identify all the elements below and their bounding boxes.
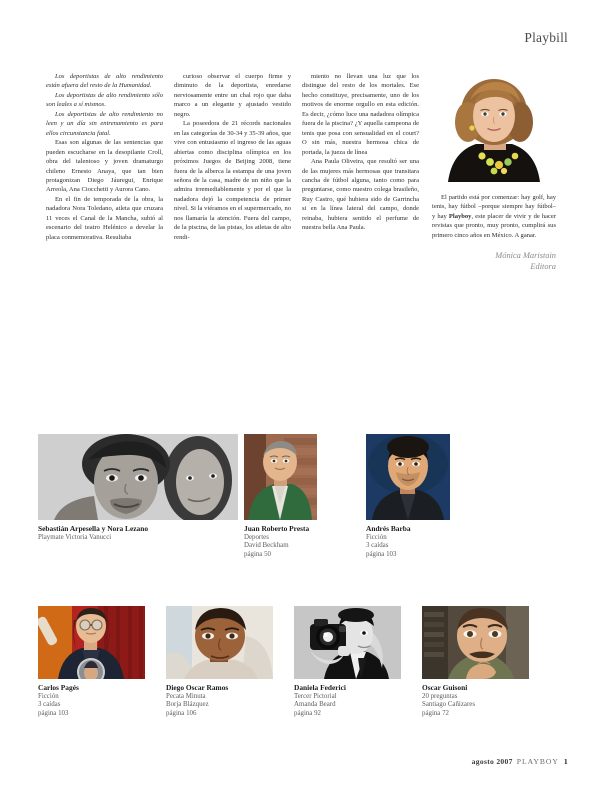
contributor-line: 3 caídas — [366, 542, 389, 550]
contributor-name: Sebastián Arpesella y Nora Lezano — [38, 524, 149, 533]
contributor-caption — [422, 684, 550, 718]
editor-portrait-image — [432, 70, 556, 182]
contributor-name: Andrés Barba — [366, 524, 411, 533]
contributor-photo-sebastian-arpesella-nora-lezano — [38, 434, 238, 520]
editorial-paragraph: En el fin de temporada de la obra, la nadadora Nora Toledano, atleta que cruzara 11 veces el Canal de la Mancha, subió al escenario del teatro Helénico a develar la placa conmemorativa. Resultaba — [46, 195, 163, 241]
contributor-card[interactable] — [166, 606, 294, 718]
contributor-page: página 106 — [166, 709, 197, 717]
editorial-paragraph: Los deportistas de alto rendimiento sólo son leales a sí mismos. — [46, 91, 163, 109]
contributor-line: Pecata Minuta — [166, 692, 206, 700]
editor-signature-role: Editora — [530, 261, 556, 271]
contributor-name: Oscar Guisoni — [422, 683, 468, 692]
contributor-photo-daniela-federici — [294, 606, 401, 679]
contributor-photo-diego-oscar-ramos — [166, 606, 273, 679]
contributor-line: Amanda Beard — [294, 701, 336, 709]
contributor-line: Santiago Cañizares — [422, 701, 476, 709]
contributor-line: 20 preguntas — [422, 692, 458, 700]
contributor-name: Daniela Federici — [294, 683, 346, 692]
contributor-page: página 92 — [294, 709, 321, 717]
footer-page-number: 1 — [563, 757, 568, 766]
editorial-paragraph: La poseedora de 21 récords nacionales en las categorías de 30-34 y 35-39 años, que vive con entusiasmo el ingreso de las aguas abiertas como disciplina olímpica en los próximos Juegos de Beijing 2008, tiene fuera de la alberca la estampa de una joven señora de la casa, madre de un niño que la admira irremediablemente y por el que la nadadora dejó la competencia de primer nivel. Si la viéramos en el supermercado, no nos llamaría la atención. Fuera del campo, de la piscina, de las pistas, los atletas de alto rendi- — [174, 120, 291, 241]
editor-block — [432, 70, 556, 272]
footer-brand: PLAYBOY — [516, 757, 559, 766]
footer-date: agosto 2007 — [471, 757, 513, 766]
contributor-photo-carlos-pages — [38, 606, 145, 679]
editorial-paragraph: Ana Paula Oliveira, que resultó ser una de las mujeres más hermosas que transitara cancha de fútbol alguna, tanto como para preguntarse, como nuestro colega brasileño, Ruy Castro, qué hubiera sido de Garrincha si en la línea lateral del campo, donde reinaba, hubiera sentido el perfume de nuestra bella Ana Paula. — [302, 158, 419, 232]
editor-closing-paragraph — [432, 193, 556, 240]
contributor-caption — [38, 684, 166, 718]
contributor-card[interactable] — [38, 606, 166, 718]
contributor-page: página 72 — [422, 709, 449, 717]
page-footer — [472, 757, 568, 766]
contributor-name: Juan Roberto Presta — [244, 524, 310, 533]
editorial-paragraph: Los deportistas de alto rendimiento están afuera del resto de la Humanidad. — [46, 73, 163, 90]
contributor-name: Diego Oscar Ramos — [166, 683, 229, 692]
contributor-line: Playmate Victoria Vanucci — [38, 533, 112, 541]
editorial-paragraph: curioso observar el cuerpo firme y diminuto de la deportista, enredarse nerviosamente entre un chal rojo que daba marco a un elegante y ajustado vestido negro. — [174, 73, 291, 118]
contributor-caption — [166, 684, 294, 718]
editorial-paragraph: Los deportistas de alto rendimiento no leen y un día sin entrenamiento es para ellos circunstancia fatal. — [46, 110, 163, 137]
editor-closing-text — [432, 193, 556, 240]
editor-portrait-photo — [432, 70, 556, 182]
contributor-page: página 103 — [366, 550, 397, 558]
editor-signature-name: Mónica Maristain — [495, 251, 556, 261]
contributor-line: Borja Blázquez — [166, 701, 209, 709]
contributor-card[interactable] — [366, 434, 488, 559]
contributor-card[interactable] — [422, 606, 550, 718]
contributor-photo-oscar-guisoni — [422, 606, 529, 679]
contributor-line: Deportes — [244, 533, 269, 541]
editorial-paragraph: Esas son algunas de las sentencias que pueden escucharse en la desopilante Croll, obra del talentoso y joven dramaturgo chileno Ernesto Anaya, que tan bien protagonizan Diego Jáuregui, Enrique Arreola, Ana Ciocchetti y Aurora Cano. — [46, 139, 163, 194]
contributor-photo-andres-barba — [366, 434, 450, 520]
contributor-card[interactable] — [244, 434, 366, 559]
contributor-caption — [244, 525, 366, 559]
contributor-row-2 — [38, 606, 568, 718]
editor-text-before: El partido está por comenzar: hay golf, hay tenis, hay fútbol –porque siempre hay fútbol– y hay — [432, 194, 556, 220]
contributor-page: página 50 — [244, 550, 271, 558]
contributor-page: página 103 — [38, 709, 69, 717]
editorial-column-1 — [46, 72, 163, 242]
editor-signature — [432, 251, 556, 272]
contributor-line: Ficción — [366, 533, 387, 541]
brand-playboy: Playboy — [448, 212, 472, 220]
contributor-name: Carlos Pagés — [38, 683, 79, 692]
page-title: Playbill — [524, 30, 568, 45]
editorial-column-2 — [174, 72, 291, 242]
contributor-line: 3 caídas — [38, 701, 61, 709]
contributor-caption — [294, 684, 422, 718]
editorial-columns — [46, 72, 420, 242]
editorial-paragraph: miento no llevan una luz que los distingue del resto de los mortales. Ese hecho constituye, precisamente, uno de los motivos de enorme orgullo en esta edición. Es decir, ¿cómo luce una nadadora olímpica fuera de la piscina? ¿Y aquella campeona de tenis que posa con sensualidad en el court? O sin más, nuestra hermosa chica de portada, la jueza de línea — [302, 73, 419, 156]
contributor-caption — [38, 525, 244, 542]
contributor-caption — [366, 525, 488, 559]
contributor-card[interactable] — [294, 606, 422, 718]
contributor-line: Ficción — [38, 692, 59, 700]
editorial-column-3 — [302, 72, 419, 242]
contributor-line: David Beckham — [244, 542, 289, 550]
contributor-line: Tercer Pictorial — [294, 692, 337, 700]
editor-text-after: , este placer de vivir y de hacer revistas que pronto, muy pronto, cumplirá sus primero cinco años en México. A ganar. — [432, 212, 556, 239]
contributor-photo-juan-roberto-presta — [244, 434, 317, 520]
contributor-card[interactable] — [38, 434, 244, 559]
contributor-row-1 — [38, 434, 568, 559]
